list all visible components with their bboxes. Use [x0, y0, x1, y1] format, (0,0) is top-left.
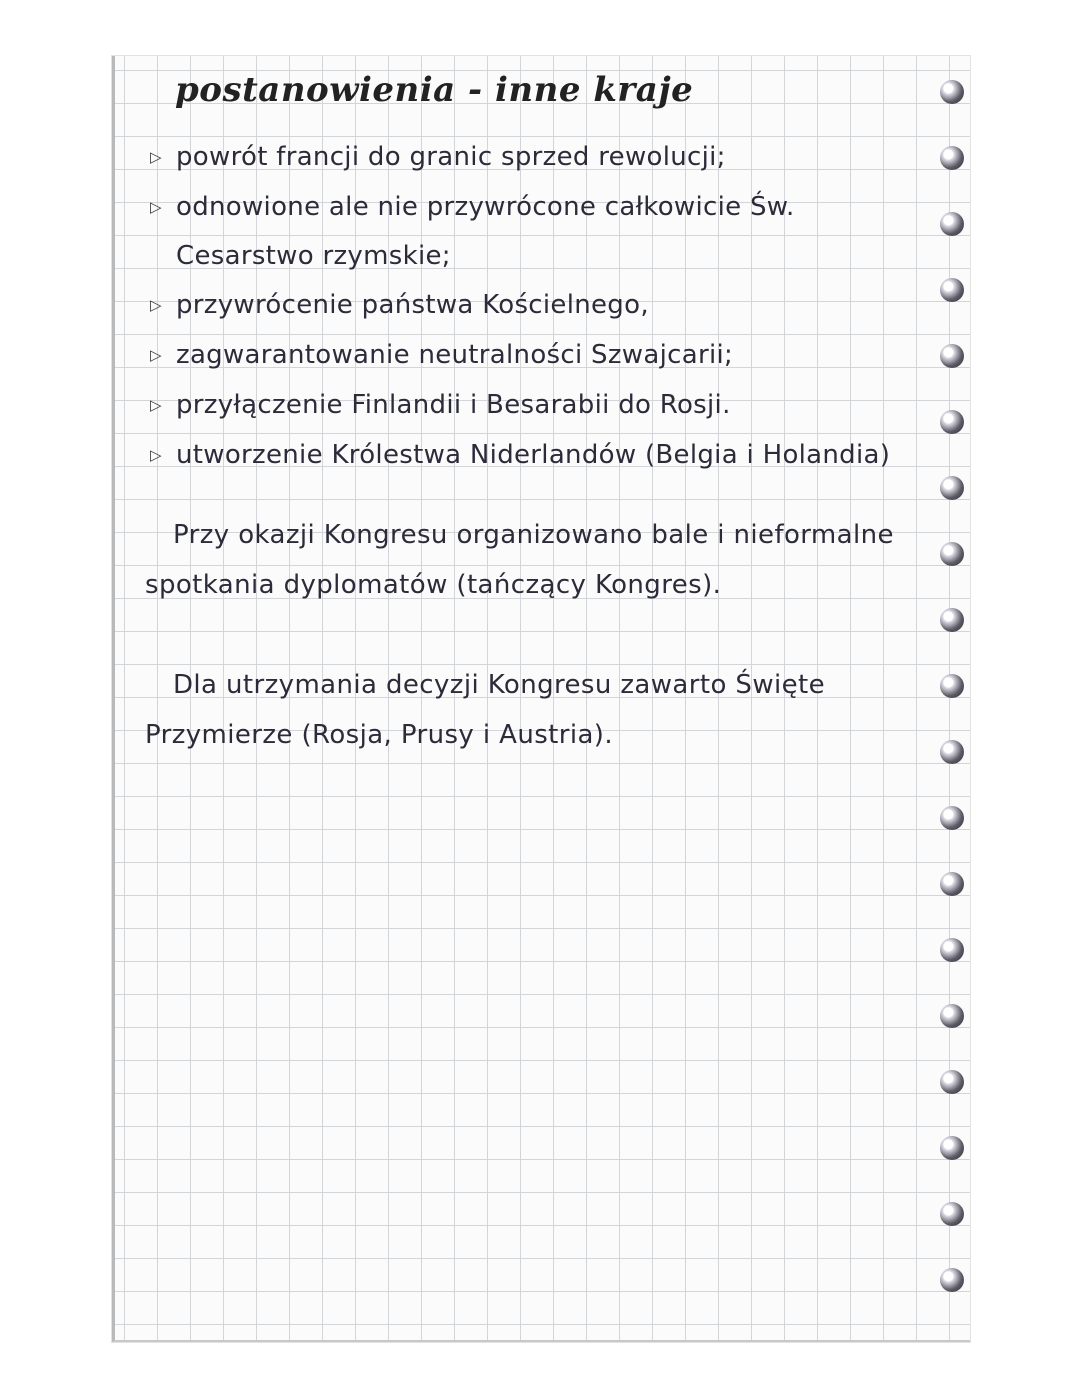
paragraph-holy-alliance: Dla utrzymania decyzji Kongresu zawarto Święte Przymierze (Rosja, Prusy i Austria). — [145, 670, 825, 750]
triangle-bullet-icon: ▷ — [150, 148, 162, 166]
list-item — [150, 182, 940, 280]
list-item — [150, 380, 940, 430]
list-item-text: przyłączenie Finlandii i Besarabii do Rosji. — [176, 390, 731, 420]
list-item-continuation: Cesarstwo rzymskie; — [176, 241, 451, 271]
list-item — [150, 132, 940, 182]
triangle-bullet-icon: ▷ — [150, 346, 162, 364]
list-item-text: utworzenie Królestwa Niderlandów (Belgia i Holandia) — [176, 440, 891, 470]
list-item — [150, 430, 940, 480]
list-item-text: odnowione ale nie przywrócone całkowicie Św. — [176, 192, 795, 222]
list-item-text: zagwarantowanie neutralności Szwajcarii; — [176, 340, 734, 370]
list-item-text: powrót francji do granic sprzed rewolucji; — [176, 142, 726, 172]
list-item-text: przywrócenie państwa Kościelnego, — [176, 290, 649, 320]
list-item — [150, 280, 940, 330]
triangle-bullet-icon: ▷ — [150, 296, 162, 314]
triangle-bullet-icon: ▷ — [150, 198, 162, 216]
paragraph-congress-balls: Przy okazji Kongresu organizowano bale i nieformalne spotkania dyplomatów (tańczący Kongres). — [145, 520, 894, 600]
triangle-bullet-icon: ▷ — [150, 396, 162, 414]
triangle-bullet-icon: ▷ — [150, 446, 162, 464]
list-item — [150, 330, 940, 380]
page-title: postanowienia - inne kraje — [175, 70, 694, 110]
bullet-list — [150, 132, 940, 480]
